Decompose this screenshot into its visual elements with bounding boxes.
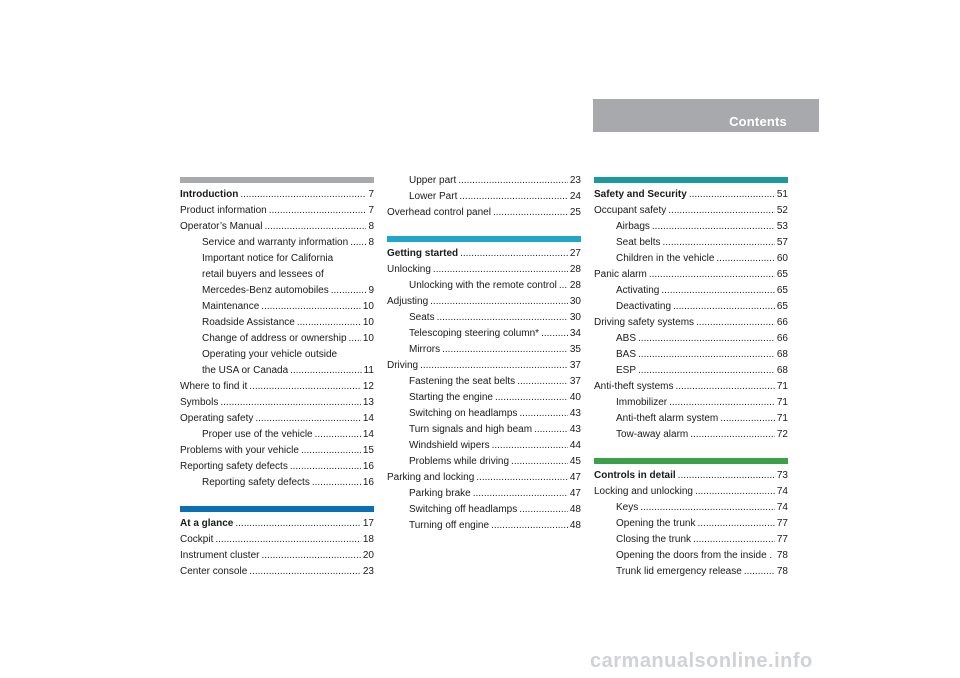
toc-entry[interactable] (594, 379, 788, 395)
dot-leader (517, 374, 568, 390)
toc-subentry[interactable] (180, 331, 374, 347)
toc-page-number: 7 (368, 189, 374, 200)
toc-page-number: 23 (362, 566, 374, 577)
toc-page-number: 51 (776, 189, 788, 200)
toc-entry-title: Airbags (616, 221, 650, 232)
toc-page-number: 37 (569, 376, 581, 387)
toc-subentry[interactable] (180, 427, 374, 443)
section-color-bar (594, 458, 788, 464)
toc-entry-title: Operator’s Manual (180, 221, 263, 232)
section-color-bar (594, 177, 788, 183)
toc-entry-title: Operating safety (180, 413, 254, 424)
dot-leader (541, 326, 568, 342)
section-color-bar (387, 236, 581, 242)
toc-subentry[interactable] (594, 299, 788, 315)
dot-leader (673, 299, 775, 315)
toc-page-number: 17 (362, 518, 374, 529)
dot-leader (638, 331, 775, 347)
dot-leader (458, 173, 568, 189)
dot-leader (519, 406, 567, 422)
dot-leader (695, 484, 775, 500)
dot-leader (559, 278, 568, 294)
section-color-bar (180, 177, 374, 183)
toc-entry-title: Occupant safety (594, 205, 667, 216)
section-spacer (180, 491, 374, 506)
toc-entry-title: Trunk lid emergency release (616, 566, 742, 577)
dot-leader (290, 459, 361, 475)
toc-entry-title: Controls in detail (594, 470, 676, 481)
dot-leader (693, 532, 775, 548)
toc-entry-title: Windshield wipers (409, 440, 490, 451)
toc-entry-title: Seats (409, 312, 435, 323)
toc-subentry[interactable] (594, 411, 788, 427)
toc-entry-title: Fastening the seat belts (409, 376, 516, 387)
toc-subentry[interactable] (594, 564, 788, 580)
dot-leader (301, 443, 361, 459)
contents-header-tab (593, 99, 819, 132)
toc-page-number: 60 (776, 253, 788, 264)
toc-entry[interactable] (594, 484, 788, 500)
toc-subentry[interactable] (180, 235, 374, 251)
toc-page-number: 68 (776, 365, 788, 376)
dot-leader (675, 379, 774, 395)
toc-entry-title: Problems with your vehicle (180, 445, 299, 456)
toc-entry-title: Parking brake (409, 488, 471, 499)
toc-subentry[interactable] (387, 173, 581, 189)
toc-entry-title: Maintenance (202, 301, 260, 312)
dot-leader (249, 564, 361, 580)
toc-page-number: 18 (362, 534, 374, 545)
toc-entry[interactable] (594, 203, 788, 219)
toc-page-number: 7 (368, 205, 374, 216)
toc-page-number: 15 (362, 445, 374, 456)
toc-subentry[interactable] (387, 326, 581, 342)
toc-subentry[interactable] (387, 406, 581, 422)
toc-page-number: 8 (368, 221, 374, 232)
toc-page-number: 11 (363, 365, 374, 376)
toc-page-number: 10 (362, 301, 374, 312)
toc-entry-title: Roadside Assistance (202, 317, 295, 328)
toc-page-number: 12 (362, 381, 374, 392)
dot-leader (720, 411, 775, 427)
dot-leader (437, 310, 568, 326)
toc-entry-title: Driving (387, 360, 419, 371)
dot-leader (649, 267, 775, 283)
toc-page-number: 37 (569, 360, 581, 371)
toc-page-number: 73 (776, 470, 788, 481)
toc-subentry[interactable] (594, 347, 788, 363)
toc-subentry[interactable] (594, 363, 788, 379)
dot-leader (638, 347, 775, 363)
toc-section-heading[interactable] (594, 468, 788, 484)
toc-entry-title: Service and warranty information (202, 237, 349, 248)
watermark: carmanualsonline.info (590, 650, 813, 672)
toc-page-number: 30 (569, 312, 581, 323)
toc-subentry[interactable] (387, 189, 581, 205)
toc-subentry[interactable] (387, 438, 581, 454)
toc-subentry[interactable] (387, 454, 581, 470)
toc-entry-title: Deactivating (616, 301, 672, 312)
toc-subentry[interactable] (594, 283, 788, 299)
toc-page-number: 74 (776, 502, 788, 513)
toc-entry-title: Opening the trunk (616, 518, 696, 529)
dot-leader (534, 422, 568, 438)
toc-page-number: 28 (569, 280, 581, 291)
dot-leader (350, 235, 366, 251)
toc-page-number: 30 (569, 296, 581, 307)
toc-entry-title: Reporting safety defects (180, 461, 288, 472)
dot-leader (678, 468, 775, 484)
toc-entry-title: Children in the vehicle (616, 253, 715, 264)
toc-subentry[interactable] (594, 219, 788, 235)
toc-entry[interactable] (387, 294, 581, 310)
toc-entry-title: Seat belts (616, 237, 661, 248)
dot-leader (662, 235, 774, 251)
toc-entry-title: Unlocking with the remote control (409, 280, 557, 291)
toc-page-number: 10 (362, 333, 374, 344)
toc-subentry[interactable] (387, 422, 581, 438)
toc-entry-title: Product information (180, 205, 267, 216)
toc-column-1 (180, 177, 374, 580)
dot-leader (690, 427, 775, 443)
toc-entry-title: Problems while driving (409, 456, 510, 467)
toc-entry-title: Tow-away alarm (616, 429, 689, 440)
toc-entry-title: Proper use of the vehicle (202, 429, 313, 440)
toc-page-number: 44 (569, 440, 581, 451)
toc-page-number: 45 (569, 456, 581, 467)
dot-leader (716, 251, 774, 267)
toc-entry[interactable] (180, 203, 374, 219)
toc-page-number: 66 (776, 333, 788, 344)
toc-entry-title: Symbols (180, 397, 219, 408)
toc-subentry[interactable] (387, 518, 581, 534)
section-spacer (594, 443, 788, 458)
dot-leader (774, 548, 775, 564)
dot-leader (638, 363, 775, 379)
toc-page-number: 8 (368, 237, 374, 248)
toc-page-number: 68 (776, 349, 788, 360)
dot-leader (442, 342, 568, 358)
toc-subentry[interactable] (387, 502, 581, 518)
toc-entry[interactable] (180, 459, 374, 475)
toc-entry[interactable] (387, 262, 581, 278)
dot-leader (331, 283, 367, 299)
toc-entry-title: Anti-theft systems (594, 381, 674, 392)
toc-subentry[interactable] (594, 532, 788, 548)
section-color-bar (180, 506, 374, 512)
toc-page-number: 52 (776, 205, 788, 216)
dot-leader (264, 219, 366, 235)
toc-subentry[interactable] (387, 278, 581, 294)
toc-page-number: 78 (776, 550, 788, 561)
toc-entry-title: Keys (616, 502, 639, 513)
toc-page-number: 47 (569, 488, 581, 499)
toc-subentry[interactable] (594, 331, 788, 347)
toc-page-number: 14 (362, 413, 374, 424)
dot-leader (640, 500, 775, 516)
toc-page-number: 65 (776, 269, 788, 280)
toc-page-number: 48 (569, 504, 581, 515)
dot-leader (495, 390, 568, 406)
dot-leader (433, 262, 568, 278)
toc-entry-title: Locking and unlocking (594, 486, 693, 497)
toc-page-number: 72 (776, 429, 788, 440)
toc-entry-title: the USA or Canada (202, 365, 289, 376)
toc-entry[interactable] (180, 443, 374, 459)
dot-leader (249, 379, 361, 395)
toc-entry-title: ABS (616, 333, 637, 344)
toc-page-number: 43 (569, 424, 581, 435)
toc-subentry[interactable] (594, 427, 788, 443)
toc-page-number: 24 (569, 191, 581, 202)
toc-entry[interactable] (387, 358, 581, 374)
toc-subentry[interactable] (180, 475, 374, 491)
toc-entry-title: Immobilizer (616, 397, 668, 408)
toc-entry-title: Introduction (180, 189, 239, 200)
dot-leader (349, 331, 361, 347)
dot-leader (312, 475, 361, 491)
toc-entry[interactable] (180, 219, 374, 235)
toc-page-number: 34 (569, 328, 581, 339)
toc-page-number: 53 (776, 221, 788, 232)
section-spacer (387, 221, 581, 236)
toc-page-number: 23 (569, 175, 581, 186)
toc-subentry[interactable] (387, 486, 581, 502)
toc-page-number: 10 (362, 317, 374, 328)
toc-entry-title: Opening the doors from the inside . (616, 550, 773, 561)
toc-page-number: 78 (776, 566, 788, 577)
toc-section-heading[interactable] (180, 187, 374, 203)
toc-entry-title: Mirrors (409, 344, 441, 355)
page-title: Contents (729, 114, 787, 129)
dot-leader (689, 187, 775, 203)
toc-entry-title: Driving safety systems (594, 317, 695, 328)
toc-page-number: 16 (362, 477, 374, 488)
toc-page-number: 74 (776, 486, 788, 497)
toc-subentry[interactable] (387, 310, 581, 326)
toc-entry-title: Parking and locking (387, 472, 475, 483)
dot-leader (476, 470, 568, 486)
toc-entry-title: Switching on headlamps (409, 408, 518, 419)
dot-leader (315, 427, 361, 443)
toc-page-number: 40 (569, 392, 581, 403)
toc-subentry[interactable] (594, 235, 788, 251)
toc-entry-title: Where to find it (180, 381, 248, 392)
toc-page-number: 47 (569, 472, 581, 483)
toc-page-number: 28 (569, 264, 581, 275)
toc-subentry[interactable] (387, 342, 581, 358)
toc-page-number: 13 (362, 397, 374, 408)
toc-entry-title: Closing the trunk (616, 534, 692, 545)
toc-subentry[interactable] (594, 548, 788, 564)
toc-section-heading[interactable] (387, 246, 581, 262)
toc-section-heading[interactable] (594, 187, 788, 203)
dot-leader (420, 358, 568, 374)
toc-column-3 (594, 177, 788, 580)
toc-page-number: 27 (569, 248, 581, 259)
dot-leader (261, 548, 360, 564)
toc-entry[interactable] (594, 267, 788, 283)
dot-leader (661, 283, 775, 299)
toc-column-2 (387, 173, 581, 534)
dot-leader (290, 363, 361, 379)
dot-leader (493, 205, 568, 221)
dot-leader (235, 516, 361, 532)
toc-entry[interactable] (180, 564, 374, 580)
toc-page-number: 9 (368, 285, 374, 296)
toc-page-number: 16 (362, 461, 374, 472)
dot-leader (698, 516, 775, 532)
toc-subentry[interactable] (594, 500, 788, 516)
toc-page-number: 71 (776, 397, 788, 408)
toc-entry-title: Telescoping steering column* (409, 328, 540, 339)
toc-page-number: 65 (776, 285, 788, 296)
toc-subentry[interactable] (594, 251, 788, 267)
toc-entry-title: Starting the engine (409, 392, 493, 403)
toc-subentry[interactable] (387, 374, 581, 390)
toc-entry[interactable] (594, 315, 788, 331)
dot-leader (511, 454, 568, 470)
toc-entry-title: Mercedes-Benz automobiles (202, 285, 329, 296)
dot-leader (240, 187, 366, 203)
dot-leader (519, 502, 568, 518)
toc-entry-title: At a glance (180, 518, 234, 529)
dot-leader (669, 395, 775, 411)
dot-leader (430, 294, 568, 310)
toc-entry-continued: retail buyers and lessees of (202, 269, 324, 280)
toc-entry-title: Reporting safety defects (202, 477, 310, 488)
toc-subentry[interactable] (180, 363, 374, 379)
toc-entry-title: Center console (180, 566, 248, 577)
dot-leader (261, 299, 361, 315)
toc-entry-title: Instrument cluster (180, 550, 260, 561)
dot-leader (215, 532, 361, 548)
dot-leader (473, 486, 568, 502)
toc-entry-title: Overhead control panel (387, 207, 491, 218)
toc-entry[interactable] (387, 470, 581, 486)
dot-leader (696, 315, 775, 331)
toc-entry-title: Change of address or ownership (202, 333, 347, 344)
toc-page-number: 77 (776, 534, 788, 545)
toc-entry-title: Turn signals and high beam (409, 424, 533, 435)
toc-subentry[interactable] (180, 315, 374, 331)
toc-page-number: 35 (569, 344, 581, 355)
toc-entry[interactable] (387, 205, 581, 221)
toc-page-number: 20 (362, 550, 374, 561)
toc-entry[interactable] (180, 411, 374, 427)
toc-entry-continued: Important notice for California (202, 253, 334, 264)
toc-entry-title: Activating (616, 285, 660, 296)
dot-leader (744, 564, 775, 580)
toc-page-number: 43 (569, 408, 581, 419)
toc-entry[interactable] (180, 532, 374, 548)
toc-entry-title: ESP (616, 365, 637, 376)
toc-subentry[interactable] (180, 299, 374, 315)
toc-page-number: 25 (569, 207, 581, 218)
toc-subentry[interactable] (180, 283, 374, 299)
dot-leader (652, 219, 775, 235)
toc-page-number: 71 (776, 413, 788, 424)
toc-entry-title: Getting started (387, 248, 459, 259)
dot-leader (297, 315, 361, 331)
toc-page-number: 14 (362, 429, 374, 440)
toc-entry-title: Switching off headlamps (409, 504, 518, 515)
toc-page-number: 77 (776, 518, 788, 529)
toc-entry-title: Cockpit (180, 534, 214, 545)
dot-leader (255, 411, 361, 427)
dot-leader (459, 189, 568, 205)
dot-leader (269, 203, 367, 219)
toc-subentry[interactable] (387, 390, 581, 406)
dot-leader (460, 246, 568, 262)
toc-page-number: 65 (776, 301, 788, 312)
toc-entry-title: Anti-theft alarm system (616, 413, 719, 424)
toc-entry-title: BAS (616, 349, 637, 360)
toc-entry[interactable] (180, 379, 374, 395)
toc-page-number: 66 (776, 317, 788, 328)
dot-leader (668, 203, 775, 219)
dot-leader (492, 438, 568, 454)
toc-entry[interactable] (180, 395, 374, 411)
toc-entry-title: Unlocking (387, 264, 431, 275)
dot-leader (220, 395, 361, 411)
toc-entry-title: Safety and Security (594, 189, 687, 200)
toc-page-number: 48 (569, 520, 581, 531)
toc-entry-title: Upper part (409, 175, 457, 186)
dot-leader (491, 518, 568, 534)
toc-page-number: 57 (776, 237, 788, 248)
toc-page-number: 71 (776, 381, 788, 392)
toc-entry-title: Turning off engine (409, 520, 490, 531)
toc-subentry[interactable] (594, 516, 788, 532)
toc-section-heading[interactable] (180, 516, 374, 532)
toc-entry-title: Adjusting (387, 296, 429, 307)
toc-entry-continued: Operating your vehicle outside (202, 349, 338, 360)
toc-entry-title: Lower Part (409, 191, 458, 202)
toc-subentry[interactable] (594, 395, 788, 411)
toc-entry[interactable] (180, 548, 374, 564)
toc-entry-title: Panic alarm (594, 269, 647, 280)
